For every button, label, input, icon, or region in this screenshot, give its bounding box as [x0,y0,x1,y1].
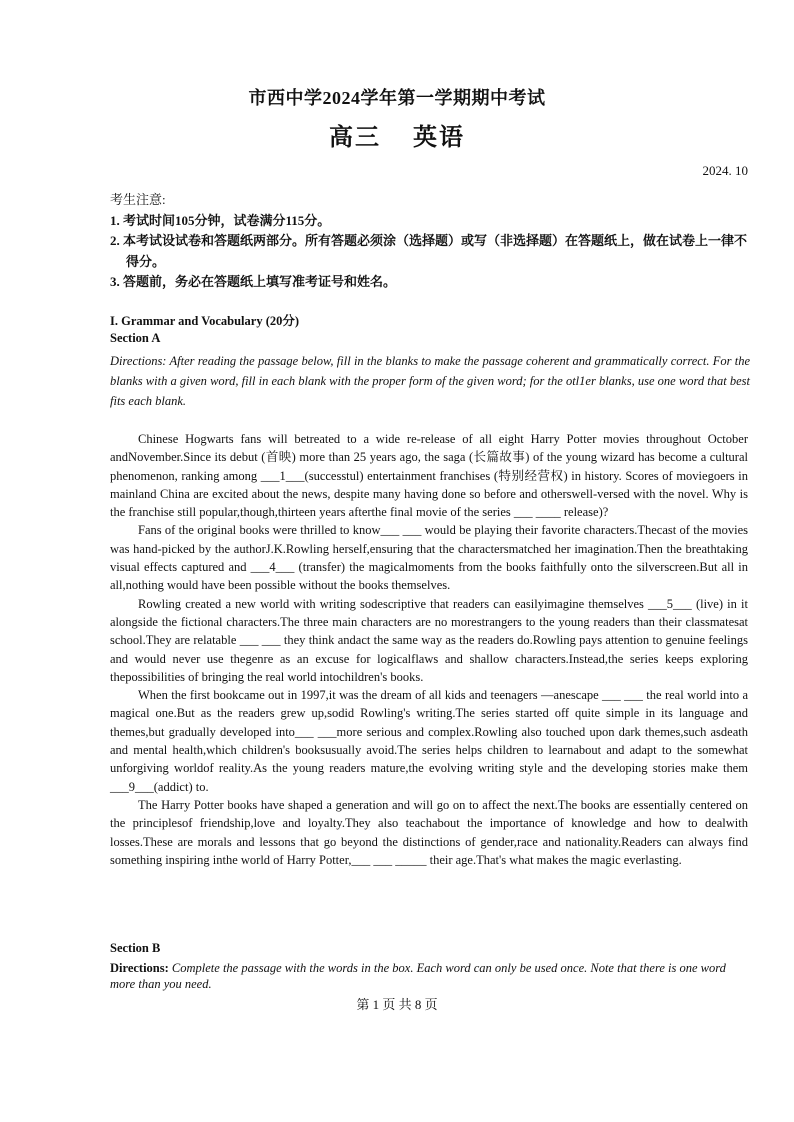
passage-paragraph: The Harry Potter books have shaped a generation and will go on to affect the next.The books are essentially centered on the principlesof friendship,love and loyalty.They also teachabout the importance of knowledge and how to dealwith losses.These are morals and lessons that go beyond the distinctions of gender,race and nationality.Readers can always find something inspiring inthe world of Harry Potter,___ ___ _____ their age.That's what makes the magic everlasting. [110,797,748,867]
notes-heading: 考生注意: [110,192,166,207]
directions-label: Directions: [110,961,169,975]
note-item: 2. 本考试设试卷和答题纸两部分。所有答题必须涂（选择题）或写（非选择题）在答题纸上，做在试卷上一律不得分。 [110,233,748,269]
section-a-directions: Directions: After reading the passage below, fill in the blanks to make the passage coherent and grammatically correct. For the blanks with a given word, fill in each blank with the proper form of the given word; for the otl1er blanks, use one word that best fits each blank. [110,354,750,408]
reading-passage [110,430,748,869]
candidate-notes [110,190,750,293]
school-exam-title: 市西中学2024学年第一学期期中考试 [248,88,546,108]
exam-date: 2024. 10 [702,163,748,178]
section-b-label: Section B [110,941,161,955]
passage-paragraph: Fans of the original books were thrilled to know___ ___ would be playing their favorite characters.Thecast of the movies was hand-picked by the authorJ.K.Rowling herself,ensuring that the charactersmatched her imagination.Then the breathtaking visual effects captured and ___4___ (transfer) the magicalmoments from the books faithfully onto the silverscreen.But all in all,nothing would have been possible without the books themselves. [110,523,748,593]
directions-text: Complete the passage with the words in the box. Each word can only be used once. Note that there is one word more than you need. [110,961,726,991]
passage-paragraph: When the first bookcame out in 1997,it was the dream of all kids and teenagers —anescape ___ ___ the real world into a magical one.But as the readers grew up,sodid Rowling's writing.The series started off quite simple in its language and themes,but gradually developed into___ ___more serious and complex.Rowling also touched upon dark themes,such asdeath and mental health,which children's booksusually avoid.The series helps children to learnabout and adapt to the somewhat unforgiving worldof reality.As the young readers mature,the evolving writing style and the developing stories make them ___9___(addict) to. [110,688,748,794]
section-heading: I. Grammar and Vocabulary (20分) [110,314,300,328]
passage-paragraph: Rowling created a new world with writing sodescriptive that readers can easilyimagine themselves ___5___ (live) in it alongside the fictional characters.The three main characters are no morestrangers to the young readers than their classmatesat school.They are relatable ___ ___ they think andact the same way as the readers do.Rowling pays attention to genuine feelings and would never use thegenre as an excuse for logicalflaws and shallow characters.Instead,the series keeps exploring thepossibilities of bringing the real world intochildren's books. [110,596,748,684]
section-a-label: Section A [110,331,161,345]
note-item: 1. 考试时间105分钟，试卷满分115分。 [110,212,331,228]
section-b-directions [110,960,750,992]
subject-title: 高三 英语 [329,125,465,151]
passage-paragraph: Chinese Hogwarts fans will betreated to a wide re-release of all eight Harry Potter movies throughout October andNovember.Since its debut (首映) more than 25 years ago, the saga (长篇故事) of the young wizard has become a cultural phenomenon, ranking among ___1___(successtul) entertainment franchises (特别经营权) in history. Scores of moviegoers in mainland China are excited about the news, despite many having done so before and otherswell-versed with the novel. Why is the franchise still popular,though,thirteen years afterthe final movie of the series ___ ____ release)? [110,432,748,520]
page-indicator: 第 1 页 共 8 页 [356,997,438,1012]
note-item: 3. 答题前，务必在答题纸上填写准考证号和姓名。 [110,274,397,289]
